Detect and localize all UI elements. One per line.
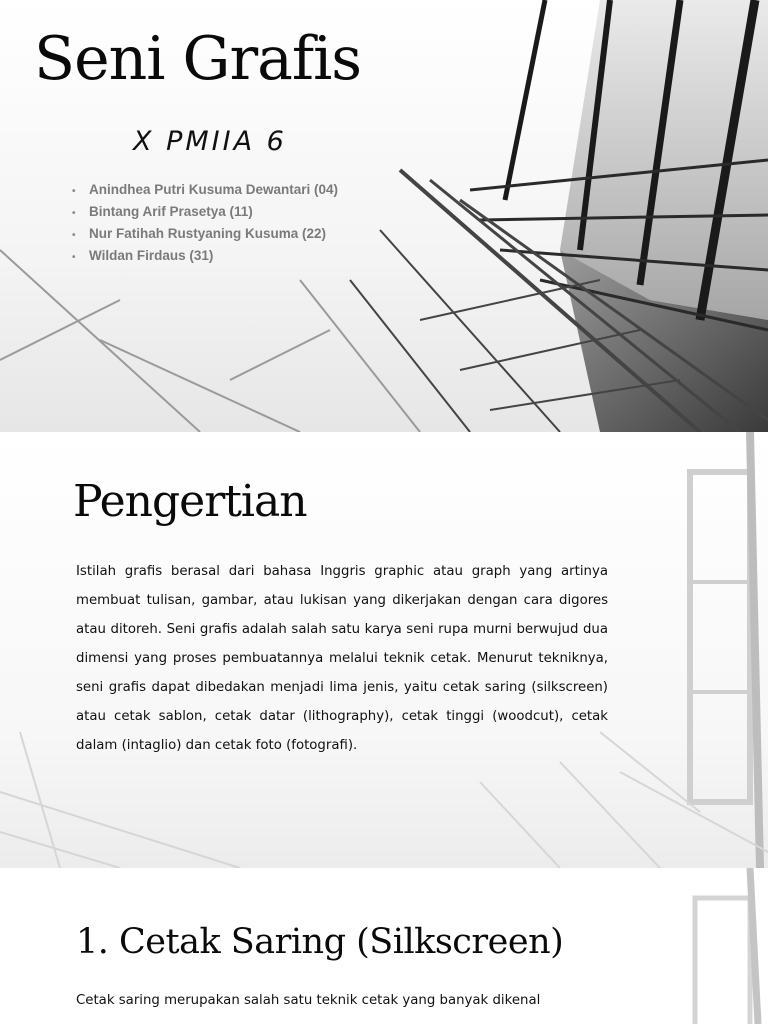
slide-definition [0,432,768,868]
section-title: Pengertian [73,476,307,527]
class-subtitle: X PMIIA 6 [133,126,287,157]
list-item: • Bintang Arif Prasetya (11) [72,202,338,224]
section-title: 1. Cetak Saring (Silkscreen) [76,922,564,962]
bullet-icon: • [72,208,76,219]
bullet-icon: • [72,230,76,241]
list-item: • Wildan Firdaus (31) [72,246,338,268]
member-list [72,180,338,268]
definition-paragraph: Istilah grafis berasal dari bahasa Inggris graphic atau graph yang artinya membuat tulisan, gambar, atau lukisan yang dikerjakan dengan cara digores atau ditoreh. Seni grafis adalah salah satu karya seni rupa murni berwujud dua dimensi yang proses pembuatannya melalui teknik cetak. Menurut tekniknya, seni grafis dapat dibedakan menjadi lima jenis, yaitu cetak saring (silkscreen) atau cetak sablon, cetak datar (lithography), cetak tinggi (woodcut), cetak dalam (intaglio) dan cetak foto (fotografi). [76,564,608,753]
silkscreen-paragraph: Cetak saring merupakan salah satu teknik cetak yang banyak dikenal [76,993,541,1008]
presentation-title: Seni Grafis [34,24,362,94]
slide-silkscreen [0,868,768,1024]
slide-title [0,0,768,432]
list-item: • Nur Fatihah Rustyaning Kusuma (22) [72,224,338,246]
list-item: • Anindhea Putri Kusuma Dewantari (04) [72,180,338,202]
bullet-icon: • [72,252,76,263]
bullet-icon: • [72,186,76,197]
